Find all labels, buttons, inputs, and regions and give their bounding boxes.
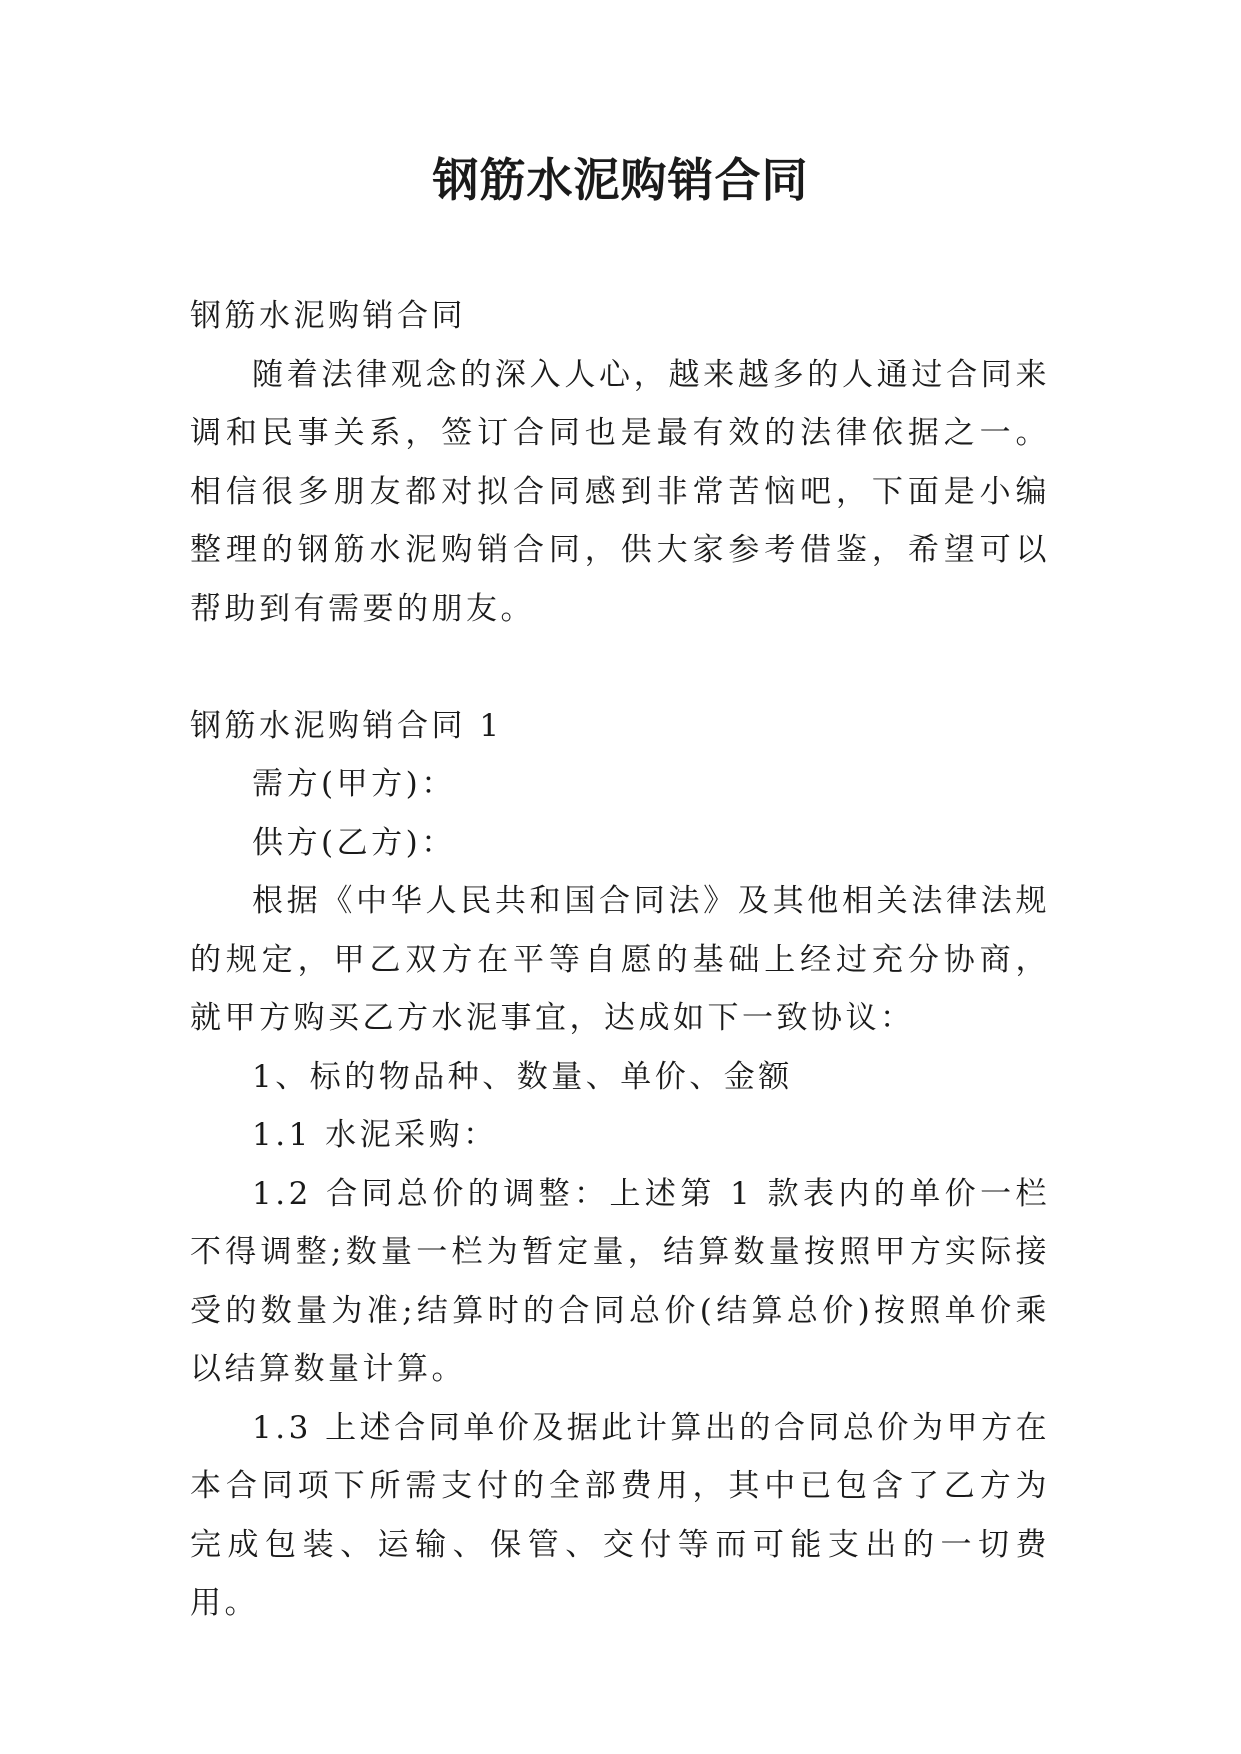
clause-1-1: 1.1 水泥采购：	[252, 1117, 498, 1153]
preamble-paragraph: 根据《中华人民共和国合同法》及其他相关法律法规的规定，甲乙双方在平等自愿的基础上经过充分协商，就甲方购买乙方水泥事宜，达成如下一致协议：	[190, 883, 1050, 1036]
paragraph-spacer	[190, 638, 1050, 697]
party-a-line: 需方(甲方)：	[252, 766, 456, 802]
clause-1: 1、标的物品种、数量、单价、金额	[252, 1058, 793, 1095]
section-heading: 钢筋水泥购销合同 1	[190, 707, 503, 744]
clause-1-3: 1.3 上述合同单价及据此计算出的合同总价为甲方在本合同项下所需支付的全部费用，其中已包含了乙方为完成包装、运输、保管、交付等而可能支出的一切费用。	[190, 1409, 1050, 1621]
document-body	[190, 287, 1050, 1633]
page-title: 钢筋水泥购销合同	[432, 153, 809, 207]
document-subtitle: 钢筋水泥购销合同	[190, 298, 466, 334]
intro-paragraph: 随着法律观念的深入人心，越来越多的人通过合同来调和民事关系，签订合同也是最有效的法律依据之一。相信很多朋友都对拟合同感到非常苦恼吧，下面是小编整理的钢筋水泥购销合同，供大家参考借鉴，希望可以帮助到有需要的朋友。	[190, 356, 1050, 627]
clause-1-2: 1.2 合同总价的调整：上述第 1 款表内的单价一栏不得调整;数量一栏为暂定量，结算数量按照甲方实际接受的数量为准;结算时的合同总价(结算总价)按照单价乘以结算数量计算。	[190, 1175, 1050, 1387]
party-b-line: 供方(乙方)：	[252, 824, 456, 861]
